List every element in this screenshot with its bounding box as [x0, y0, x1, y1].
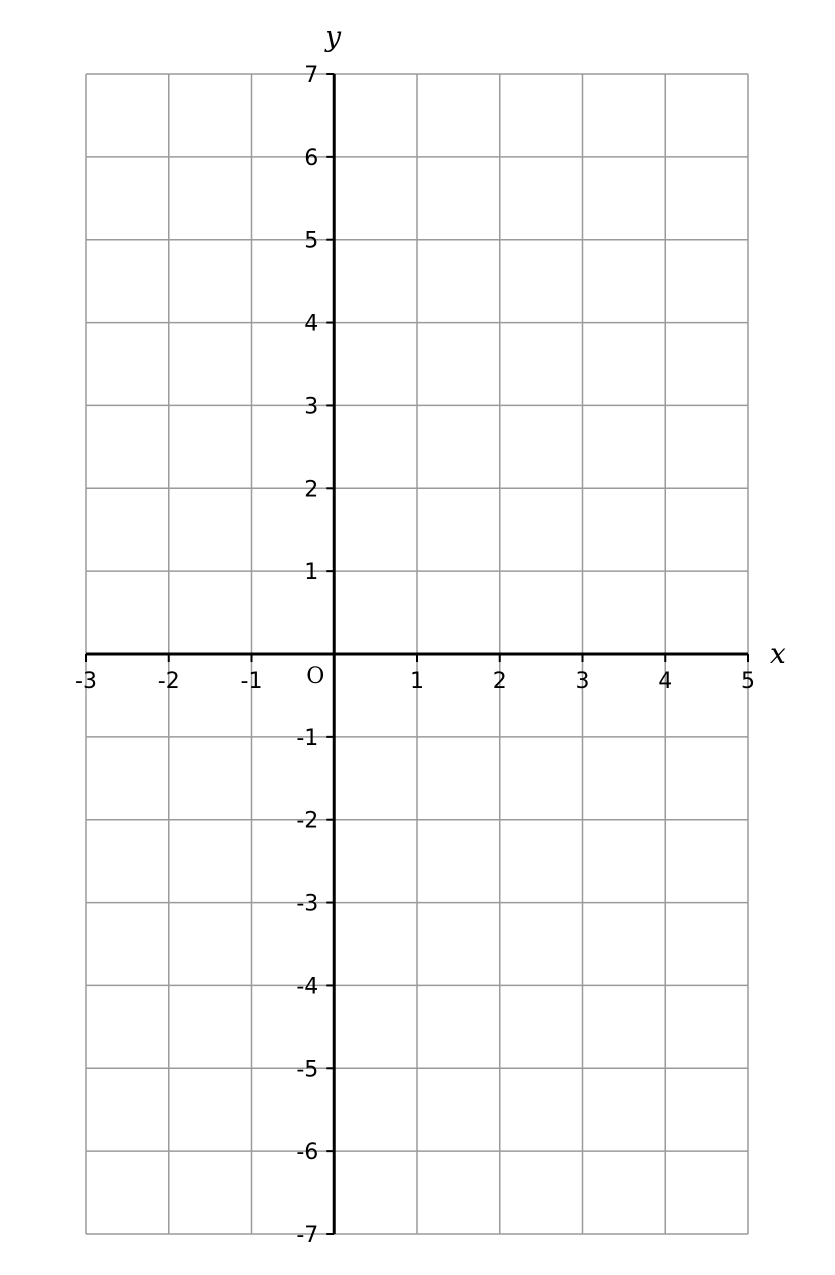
- y-tick-label: 2: [304, 477, 319, 503]
- x-tick-label: 4: [658, 669, 673, 694]
- y-tick-label: -4: [296, 974, 319, 1000]
- origin-label: O: [306, 664, 325, 689]
- y-tick-label: 6: [304, 145, 319, 171]
- y-tick-label: 3: [304, 394, 319, 420]
- y-tick-label: -5: [296, 1057, 319, 1083]
- x-tick-label: -2: [157, 669, 180, 694]
- x-axis-label: x: [770, 637, 786, 670]
- y-tick-label: 7: [304, 63, 319, 88]
- y-tick-label: -2: [296, 808, 319, 834]
- y-tick-label: -6: [296, 1140, 319, 1166]
- x-tick-label: 3: [575, 669, 590, 694]
- y-tick-label: 5: [304, 228, 319, 254]
- x-tick-label: -3: [75, 669, 97, 694]
- x-tick-label: 1: [410, 669, 424, 694]
- x-tick-label: -1: [240, 669, 263, 694]
- y-tick-label: -7: [296, 1223, 319, 1248]
- y-axis-label: y: [325, 20, 342, 53]
- x-tick-label: 5: [741, 669, 755, 694]
- x-tick-label: 2: [492, 669, 507, 694]
- y-tick-label: -1: [296, 725, 319, 751]
- y-tick-label: 1: [304, 560, 319, 586]
- y-tick-label: -3: [296, 891, 319, 917]
- y-tick-label: 4: [304, 311, 319, 337]
